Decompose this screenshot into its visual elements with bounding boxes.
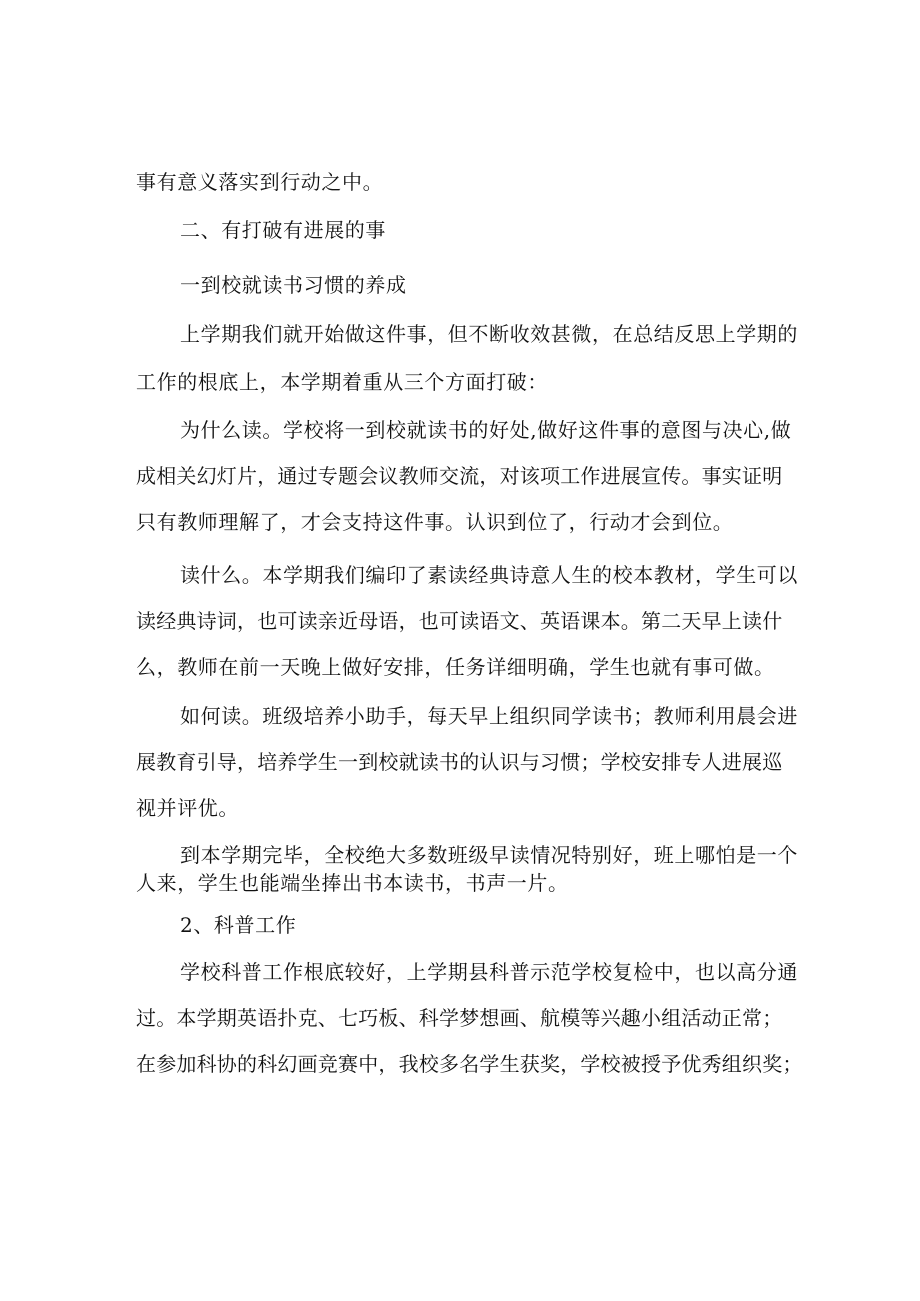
- subsection-heading: 一到校就读书习惯的养成: [180, 273, 407, 297]
- section-heading: 2、科普工作: [180, 913, 297, 937]
- text-line: 到本学期完毕，全校绝大多数班级早读情况特别好，班上哪怕是一个: [180, 843, 798, 867]
- text-line: 如何读。班级培养小助手，每天早上组织同学读书；教师利用晨会进: [180, 704, 798, 728]
- text-line: 视并评优。: [136, 796, 239, 820]
- text-line: 在参加科协的科幻画竞赛中，我校多名学生获奖，学校被授予优秀组织奖；: [136, 1052, 803, 1076]
- text-line: 工作的根底上，本学期着重从三个方面打破：: [136, 370, 548, 394]
- text-line: 过。本学期英语扑克、七巧板、科学梦想画、航模等兴趣小组活动正常；: [136, 1006, 783, 1030]
- text-line: 上学期我们就开始做这件事，但不断收效甚微，在总结反思上学期的: [180, 322, 798, 346]
- text-line: 人来，学生也能端坐捧出书本读书，书声一片。: [136, 871, 569, 895]
- text-line: 读什么。本学期我们编印了素读经典诗意人生的校本教材，学生可以: [180, 563, 798, 587]
- text-line: 读经典诗词，也可读亲近母语，也可读语文、英语课本。第二天早上读什: [136, 609, 783, 633]
- text-line: 展教育引导，培养学生一到校就读书的认识与习惯；学校安排专人进展巡: [136, 750, 783, 774]
- text-line: 成相关幻灯片，通过专题会议教师交流，对该项工作进展宣传。事实证明: [136, 464, 783, 488]
- text-line: 只有教师理解了，才会支持这件事。认识到位了，行动才会到位。: [136, 510, 734, 534]
- text-line: 为什么读。学校将一到校就读书的好处,做好这件事的意图与决心,做: [180, 418, 792, 442]
- section-heading: 二、有打破有进展的事: [180, 218, 386, 242]
- text-line: 么，教师在前一天晚上做好安排，任务详细明确，学生也就有事可做。: [136, 655, 775, 679]
- text-line: 学校科普工作根底较好，上学期县科普示范学校复检中，也以高分通: [180, 960, 798, 984]
- text-line: 事有意义落实到行动之中。: [136, 170, 384, 194]
